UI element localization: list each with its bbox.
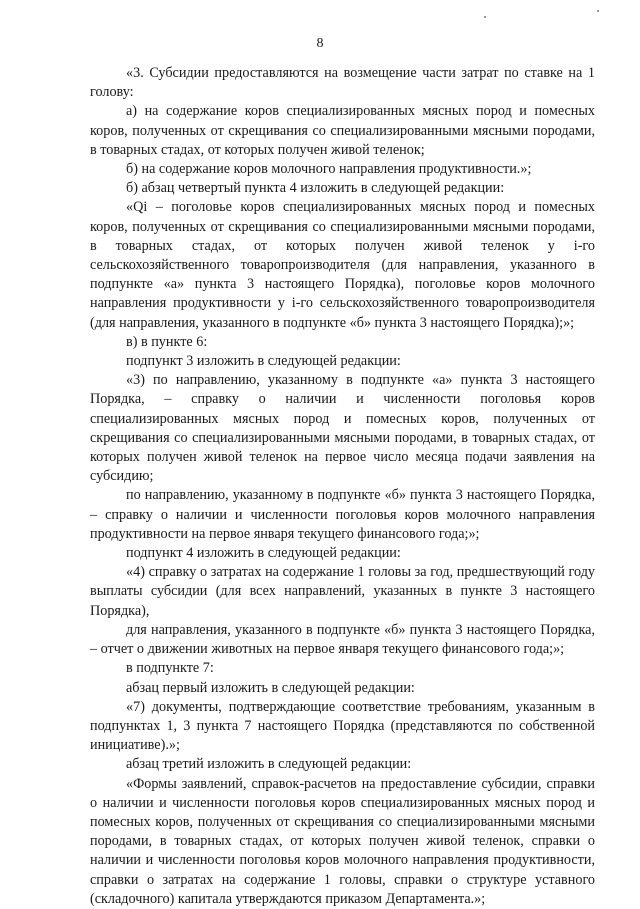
scan-speck — [484, 16, 486, 18]
paragraph: подпункт 3 изложить в следующей редакции: — [126, 353, 401, 370]
paragraph: для направления, указанного в подпункте «б» пункта 3 настоящего Порядка, – отчет о движении животных на первое января текущего финансового года;»; — [90, 621, 595, 658]
paragraph: «4) справку о затратах на содержание 1 головы за год, предшествующий году выплаты субсидии (для всех направлений, указанных в пункте 3 настоящего Порядка), — [90, 564, 595, 619]
paragraph: абзац первый изложить в следующей редакции: — [126, 679, 415, 696]
scan-speck — [597, 10, 599, 12]
paragraph: «3. Субсидии предоставляются на возмещение части затрат по ставке на 1 голову: — [90, 65, 595, 101]
paragraph: по направлению, указанному в подпункте «б» пункта 3 настоящего Порядка, – справку о наличии и численности поголовья коров молочного направления продуктивности на первое января текущего финансового года;»; — [90, 487, 595, 542]
paragraph: а) на содержание коров специализированных мясных пород и помесных коров, полученных от скрещивания со специализированными мясными породами, в товарных стадах, от которых получен живой теленок; — [90, 103, 595, 158]
paragraph: в) в пункте 6: — [126, 333, 208, 350]
paragraph: «7) документы, подтверждающие соответствие требованиям, указанным в подпунктах 1, 3 пункта 7 настоящего Порядка (представляются по собственной инициативе).»; — [90, 698, 595, 754]
document-body — [90, 64, 595, 909]
paragraph: подпункт 4 изложить в следующей редакции: — [126, 545, 401, 562]
paragraph: «3) по направлению, указанному в подпункте «а» пункта 3 настоящего Порядка, – справку о наличии и численности поголовья коров специализированных мясных пород и помесных коров, полученных от скрещивания со специализированными мясными породами, в товарных стадах, от которых получен живой теленок на первое число месяца подачи заявления на субсидию; — [90, 372, 595, 485]
paragraph: «Qi – поголовье коров специализированных мясных пород и помесных коров, полученных от скрещивания со специализированными мясными породами, в товарных стадах, от которых получен живой теленок у i-го сельскохозяйственного товаропроизводителя (для направления, указанного в подпункте «а» пункта 3 настоящего Порядка), поголовье коров молочного направления продуктивности у i-го сельскохозяйственного товаропроизводителя (для направления, указанного в подпункте «б» пункта 3 настоящего Порядка);»; — [90, 199, 595, 331]
paragraph: «Формы заявлений, справок-расчетов на предоставление субсидии, справки о наличии и численности поголовья коров специализированных мясных пород и помесных коров, полученных от скрещивания со специализированными мясными породами, в товарных стадах, от которых получен живой теленок, справки о наличии и численности поголовья коров молочного направления продуктивности, справки о затратах на содержание 1 головы, справки о структуре уставного (складочного) капитала утверждаются приказом Департамента.»; — [90, 775, 595, 907]
paragraph: б) на содержание коров молочного направления продуктивности.»; — [126, 161, 532, 178]
page-number: 8 — [316, 36, 324, 51]
paragraph: абзац третий изложить в следующей редакции: — [126, 756, 412, 773]
paragraph: в подпункте 7: — [126, 660, 214, 677]
paragraph: б) абзац четвертый пункта 4 изложить в следующей редакции: — [126, 180, 505, 197]
